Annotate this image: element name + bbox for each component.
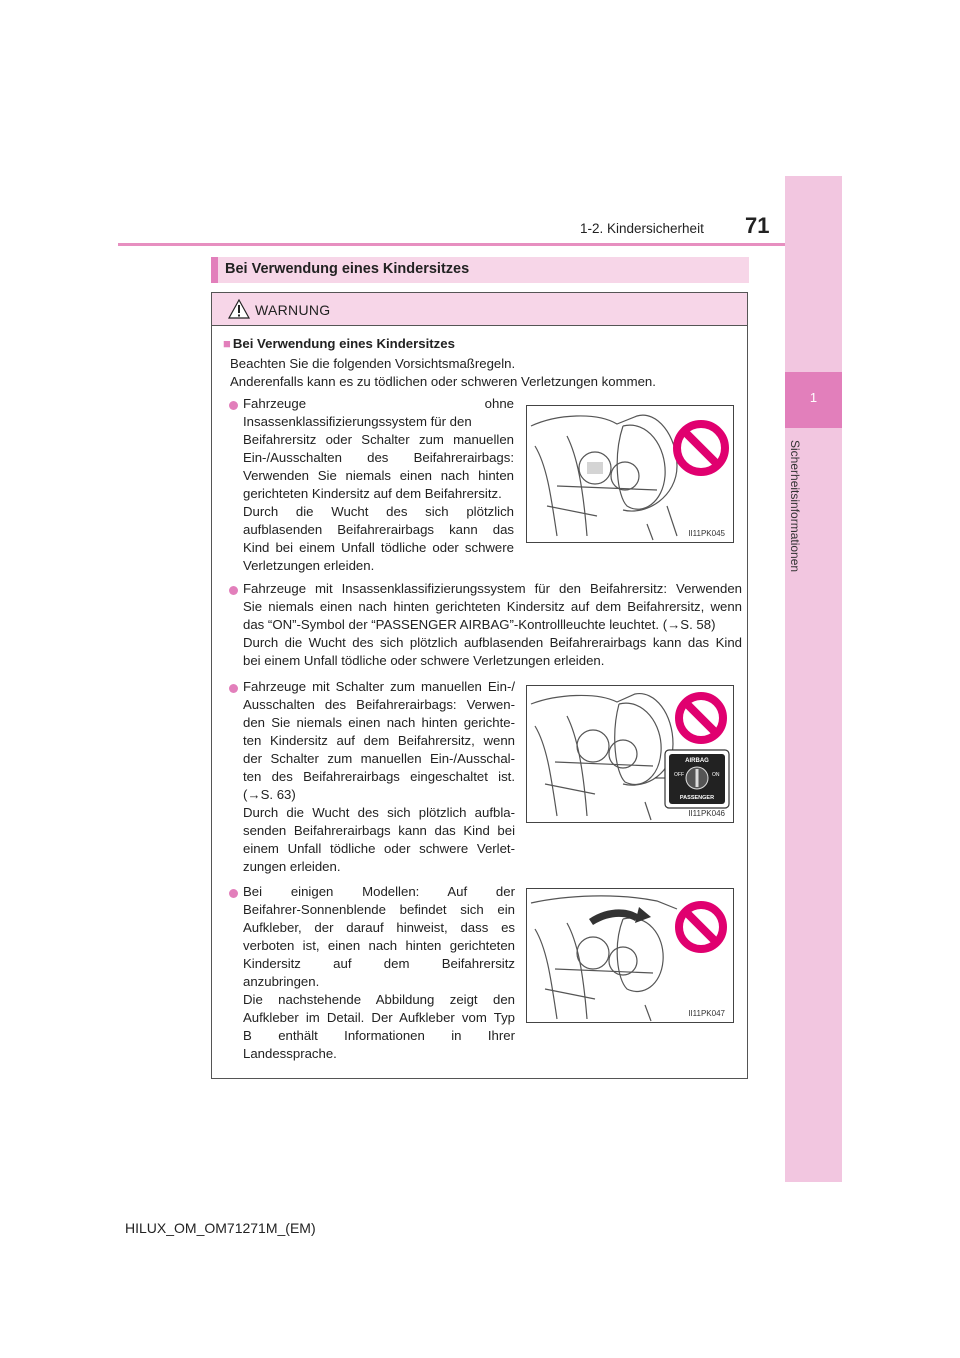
- item-4-line: B enthält Informationen in Ihrer: [243, 1028, 515, 1043]
- item-2-line: Sie niemals einen nach hinten gerichteten Kindersitz auf dem Beifahrersitz, wenn: [243, 599, 742, 614]
- chapter-title: [784, 440, 802, 600]
- chapter-tab-strip: [785, 176, 842, 1182]
- warning-label: WARNUNG: [255, 302, 331, 318]
- airbag-illustration-1: [527, 406, 733, 542]
- square-bullet-icon: ■: [223, 336, 231, 351]
- chapter-title-text: Sicherheitsinformationen: [788, 440, 802, 573]
- figure-code: II11PK046: [688, 809, 725, 818]
- item-2-text: [243, 580, 742, 670]
- figure-airbag-3: [526, 888, 734, 1023]
- item-1-line: gerichteten Kindersitz auf dem Beifahrersitz.: [243, 486, 502, 501]
- circle-bullet-icon: [229, 889, 238, 898]
- intro-line-2: Anderenfalls kann es zu tödlichen oder schweren Verletzungen kommen.: [230, 374, 656, 389]
- item-4-line: anzubringen.: [243, 974, 320, 989]
- item-4-line: Die nachstehende Abbildung zeigt den: [243, 992, 515, 1007]
- item-4-line: Aufkleber, der darauf hinweist, dass es: [243, 920, 515, 935]
- figure-code: II11PK045: [688, 529, 725, 538]
- section-title: Bei Verwendung eines Kindersitzes: [225, 261, 470, 277]
- circle-bullet-icon: [229, 586, 238, 595]
- item-1-line: Durch die Wucht des sich plötzlich: [243, 504, 514, 519]
- warning-triangle-icon: [228, 299, 250, 319]
- airbag-switch-icon: [665, 750, 729, 808]
- item-3-line: der Schalter zum manuellen Ein-/Ausschal-: [243, 751, 515, 766]
- prohibition-icon: [679, 905, 723, 949]
- item-1-line: Fahrzeuge ohne: [243, 396, 514, 411]
- item-3-line: (→S. 63): [243, 787, 296, 802]
- item-2-line: bei einem Unfall tödliche oder schwere Verletzungen erleiden.: [243, 653, 605, 668]
- page-number: 71: [745, 213, 770, 238]
- item-1-line: Beifahrersitz oder Schalter zum manuellen: [243, 432, 514, 447]
- item-4-line: Beifahrer-Sonnenblende befindet sich ein: [243, 902, 515, 917]
- switch-sub-label: PASSENGER: [679, 795, 715, 801]
- item-1-line: Insassenklassifizierungssystem für den: [243, 414, 472, 429]
- circle-bullet-icon: [229, 401, 238, 410]
- item-1-line: Ein-/Ausschalten des Beifahrerairbags:: [243, 450, 514, 465]
- item-3-text: [243, 678, 515, 876]
- intro-line-1: Beachten Sie die folgenden Vorsichtsmaßregeln.: [230, 356, 516, 371]
- item-4-line: Bei einigen Modellen: Auf der: [243, 884, 515, 899]
- item-1-line: Verwenden Sie niemals einen nach hinten: [243, 468, 514, 483]
- switch-on-label: ON: [712, 772, 720, 778]
- chapter-number: 1: [809, 390, 818, 405]
- document-footer: HILUX_OM_OM71271M_(EM): [125, 1220, 316, 1236]
- item-2-line: das “ON”-Symbol der “PASSENGER AIRBAG”-Kontrollleuchte leuchtet. (→S. 58): [243, 617, 716, 632]
- section-label: 1-2. Kindersicherheit: [580, 221, 704, 236]
- figure-airbag-2: [526, 685, 734, 823]
- item-1-line: Kind bei einem Unfall tödliche oder schwere: [243, 540, 514, 555]
- item-3-line: ten Kindersitz auf dem Beifahrersitz, wenn: [243, 733, 515, 748]
- item-4-line: Landessprache.: [243, 1046, 337, 1061]
- item-3-line: Ausschalten des Beifahrerairbags: Verwen-: [243, 697, 515, 712]
- item-1-line: Verletzungen erleiden.: [243, 558, 375, 573]
- airbag-illustration-3: [527, 889, 733, 1022]
- prohibition-icon: [677, 424, 725, 472]
- item-2-line: Fahrzeuge mit Insassenklassifizierungssystem für den Beifahrersitz: Verwenden: [243, 581, 742, 596]
- figure-code: II11PK047: [688, 1009, 725, 1018]
- item-4-line: verboten ist, einen nach hinten gerichteten: [243, 938, 515, 953]
- warning-box: [211, 292, 748, 1079]
- switch-off-label: OFF: [674, 772, 684, 778]
- switch-label: AIRBAG: [685, 758, 709, 764]
- figure-airbag-1: [526, 405, 734, 543]
- item-3-line: Durch die Wucht des sich plötzlich aufbla-: [243, 805, 515, 820]
- item-1-text: [243, 395, 514, 575]
- item-4-line: Aufkleber im Detail. Der Aufkleber vom Typ: [243, 1010, 515, 1025]
- prohibition-icon: [679, 696, 723, 740]
- item-3-line: den Sie niemals einen nach hinten gerichte-: [243, 715, 515, 730]
- airbag-illustration-2: [527, 686, 733, 822]
- item-4-text: [243, 883, 515, 1063]
- item-3-line: ten des Beifahrerairbags eingeschaltet ist.: [243, 769, 515, 784]
- item-3-line: Fahrzeuge mit Schalter zum manuellen Ein-/: [243, 679, 515, 694]
- item-3-line: zungen erleiden.: [243, 859, 341, 874]
- item-1-line: aufblasenden Beifahrerairbags kann das: [243, 522, 514, 537]
- item-3-line: senden Beifahrerairbags kann das Kind bei: [243, 823, 515, 838]
- section-title-accent: [211, 257, 218, 283]
- item-2-line: Durch die Wucht des sich plötzlich aufblasenden Beifahrerairbags kann das Kind: [243, 635, 742, 650]
- warning-heading: [223, 335, 455, 353]
- warning-header: [212, 293, 747, 326]
- header-rule: [118, 243, 785, 246]
- circle-bullet-icon: [229, 684, 238, 693]
- item-4-line: Kindersitz auf dem Beifahrersitz: [243, 956, 515, 971]
- item-3-line: einem Unfall tödliche oder schwere Verlet-: [243, 841, 515, 856]
- warning-heading-text: Bei Verwendung eines Kindersitzes: [232, 336, 455, 351]
